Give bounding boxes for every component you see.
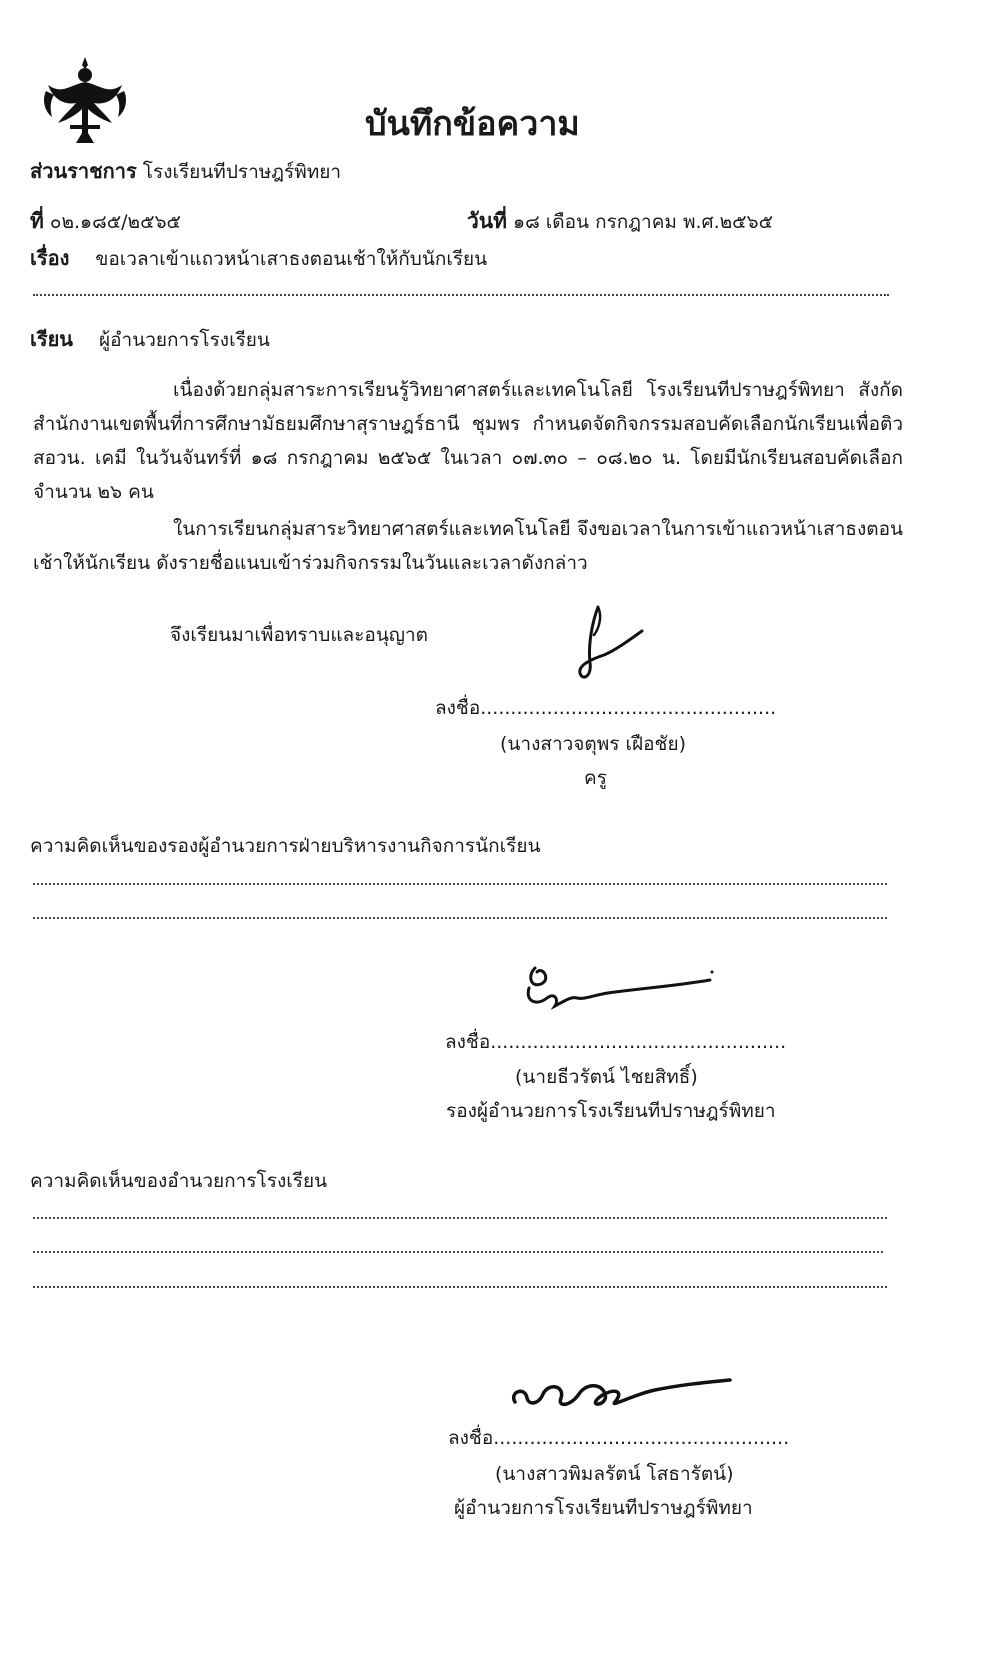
divider-dotted [33,294,889,296]
subject-row [30,242,487,274]
signature-handwritten-2 [515,958,715,1018]
ref-label: ที่ [30,209,44,233]
agency-value: โรงเรียนทีปราษฎร์พิทยา [142,161,342,183]
opinion-2-dotted-line [33,1286,887,1288]
subject-label: เรื่อง [30,246,70,270]
salutation-row [30,323,270,355]
date-row [467,205,773,238]
closing-line: จึงเรียนมาเพื่อทราบและอนุญาต [170,624,429,646]
signature-handwritten-1 [570,605,650,685]
signature-2-name: (นายธีวรัตน์ ไชยสิทธิ์) [515,1066,698,1088]
signature-1-line: ลงชื่อ................................................. [435,697,777,719]
date-value: ๑๘ เดือน กรกฎาคม พ.ศ.๒๕๖๕ [513,211,773,233]
agency-label: ส่วนราชการ [30,159,137,183]
opinion-1-dotted-line [33,917,887,919]
signature-handwritten-3 [505,1368,735,1418]
opinion-2-dotted-line [33,1251,883,1253]
body-paragraph-1: เนื่องด้วยกลุ่มสาระการเรียนรู้วิทยาศาสตร์และเทคโนโลยี โรงเรียนทีปราษฎร์พิทยา สังกัดสำนักงานเขตพื้นที่การศึกษามัธยมศึกษาสุราษฎร์ธานี ชุมพร กำหนดจัดกิจกรรมสอบคัดเลือกนักเรียนเพื่อติว สอวน. เคมี ในวันจันทร์ที่ ๑๘ กรกฎาคม ๒๕๖๕ ในเวลา ๐๗.๓๐ – ๐๘.๒๐ น. โดยมีนักเรียนสอบคัดเลือกจำนวน ๒๖ คน [33,379,903,503]
signature-1-position: ครู [584,767,607,789]
salutation-value: ผู้อำนวยการโรงเรียน [99,329,270,351]
signature-2-line: ลงชื่อ................................................. [445,1031,787,1053]
ref-row [30,205,181,238]
subject-value: ขอเวลาเข้าแถวหน้าเสาธงตอนเช้าให้กับนักเรียน [95,248,488,270]
signature-1-name: (นางสาวจตุพร เฝือชัย) [500,733,687,755]
signature-3-position: ผู้อำนวยการโรงเรียนทีปราษฎร์พิทยา [454,1497,753,1519]
document-title: บันทึกข้อความ [365,104,580,144]
agency-row [30,155,341,187]
opinion-1-label: ความคิดเห็นของรองผู้อำนวยการฝ่ายบริหารงานกิจการนักเรียน [30,835,541,857]
opinion-2-label: ความคิดเห็นของอำนวยการโรงเรียน [30,1170,328,1192]
salutation-label: เรียน [30,327,73,351]
ref-value: ๐๒.๑๘๕/๒๕๖๕ [49,211,181,233]
opinion-2-dotted-line [33,1217,887,1219]
signature-3-name: (นางสาวพิมลรัตน์ โสธารัตน์) [495,1463,734,1485]
opinion-1-dotted-line [33,883,887,885]
date-label: วันที่ [467,209,507,233]
garuda-emblem-icon [40,55,130,145]
signature-3-line: ลงชื่อ................................................. [448,1427,790,1449]
signature-2-position: รองผู้อำนวยการโรงเรียนทีปราษฎร์พิทยา [446,1100,776,1122]
body-paragraph-2: ในการเรียนกลุ่มสาระวิทยาศาสตร์และเทคโนโลยี จึงขอเวลาในการเข้าแถวหน้าเสาธงตอนเช้าให้นักเรียน ดังรายชื่อแนบเข้าร่วมกิจกรรมในวันและเวลาดังกล่าว [33,518,903,574]
